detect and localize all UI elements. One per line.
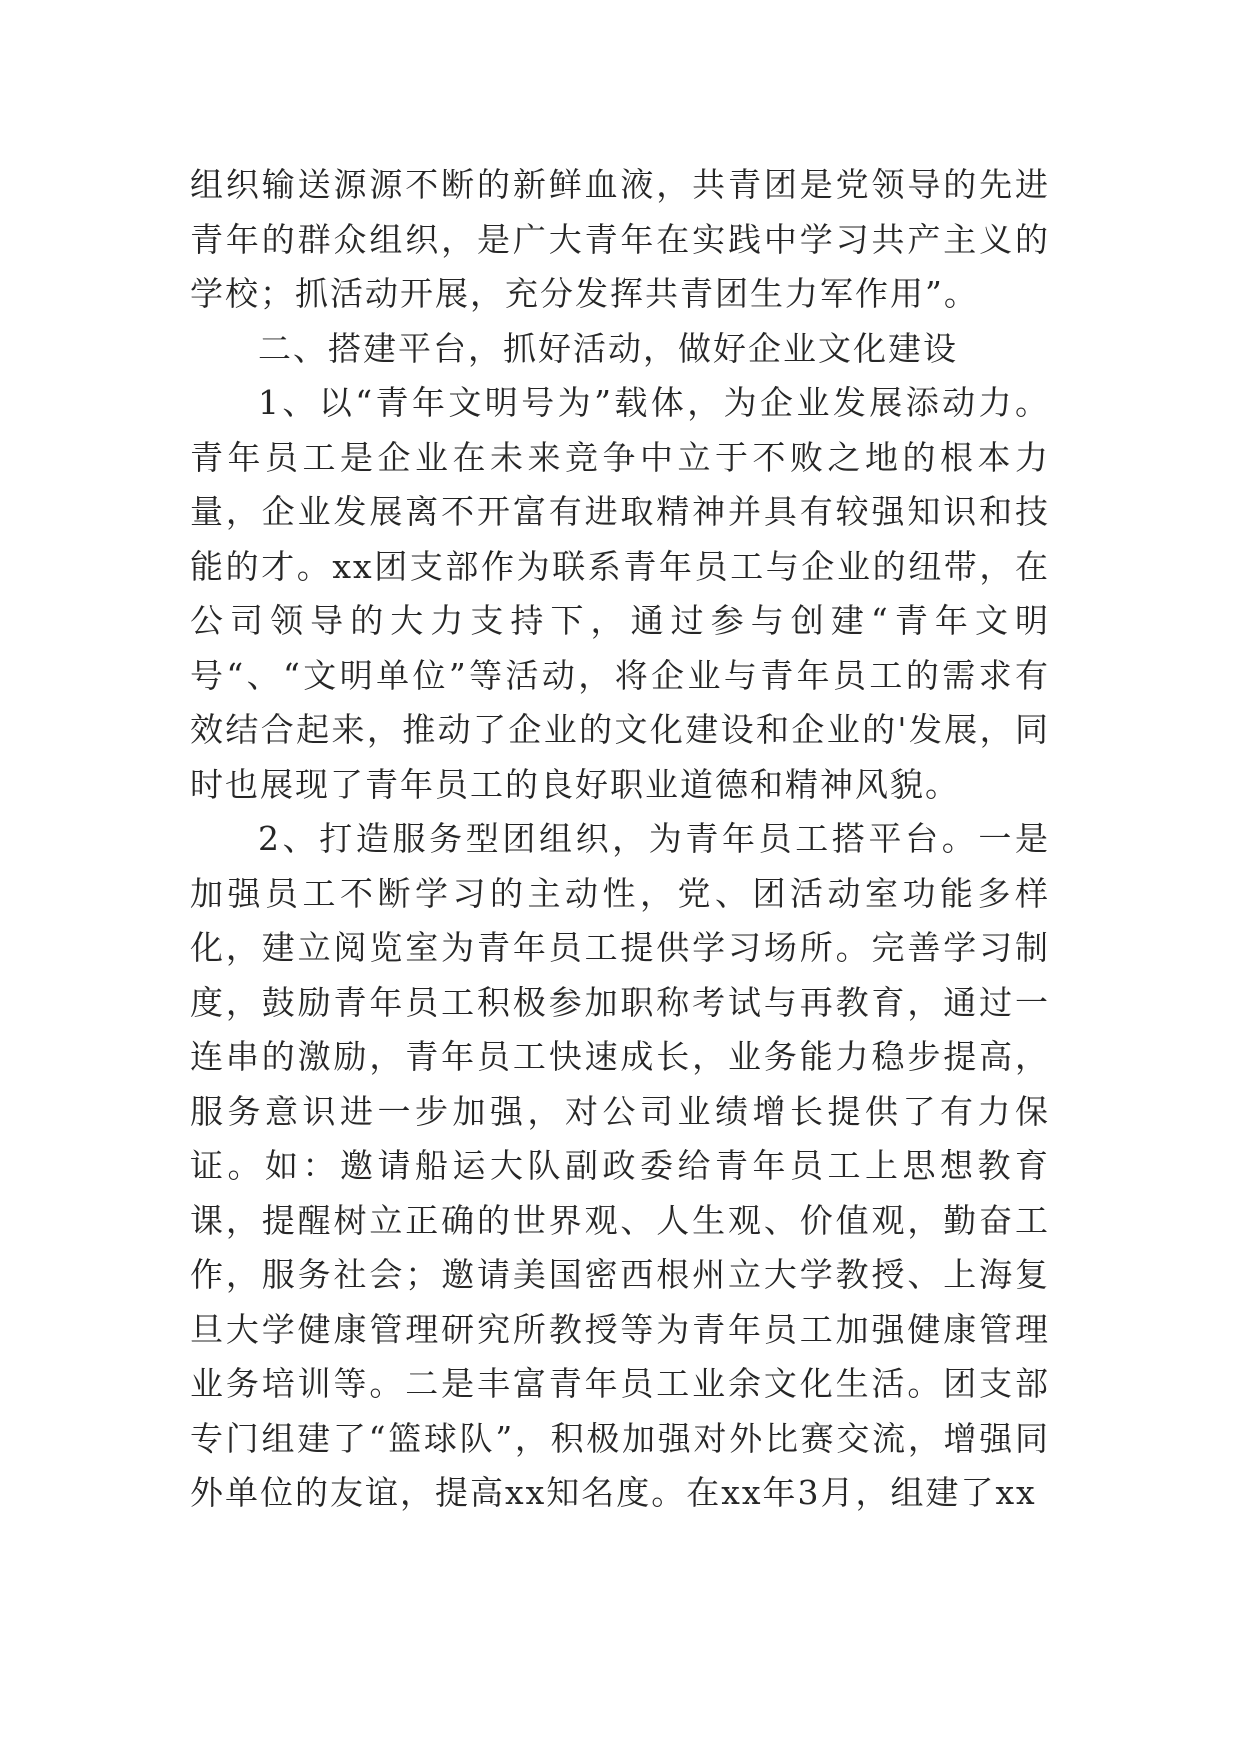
document-body xyxy=(190,158,1050,1521)
paragraph-continuation: 组织输送源源不断的新鲜血液，共青团是党领导的先进青年的群众组织，是广大青年在实践中学习共产主义的学校；抓活动开展，充分发挥共青团生力军作用”。 xyxy=(190,165,1050,313)
section-heading: 二、搭建平台，抓好活动，做好企业文化建设 xyxy=(258,328,958,368)
paragraph-item-2: 2、打造服务型团组织，为青年员工搭平台。一是加强员工不断学习的主动性，党、团活动室功能多样化，建立阅览室为青年员工提供学习场所。完善学习制度，鼓励青年员工积极参加职称考试与再教育，通过一连串的激励，青年员工快速成长，业务能力稳步提高，服务意识进一步加强，对公司业绩增长提供了有力保证。如：邀请船运大队副政委给青年员工上思想教育课，提醒树立正确的世界观、人生观、价值观，勤奋工作，服务社会；邀请美国密西根州立大学教授、上海复旦大学健康管理研究所教授等为青年员工加强健康管理业务培训等。二是丰富青年员工业余文化生活。团支部专门组建了“篮球队”，积极加强对外比赛交流，增强同外单位的友谊，提高xx知名度。在xx年3月，组建了xx xyxy=(190,819,1050,1512)
paragraph-item-1: 1、以“青年文明号为”载体，为企业发展添动力。青年员工是企业在未来竞争中立于不败之地的根本力量，企业发展离不开富有进取精神并具有较强知识和技能的才。xx团支部作为联系青年员工与企业的纽带，在公司领导的大力支持下，通过参与创建“青年文明号“、“文明单位”等活动，将企业与青年员工的需求有效结合起来，推动了企业的文化建设和企业的'发展，同时也展现了青年员工的良好职业道德和精神风貌。 xyxy=(190,383,1050,804)
